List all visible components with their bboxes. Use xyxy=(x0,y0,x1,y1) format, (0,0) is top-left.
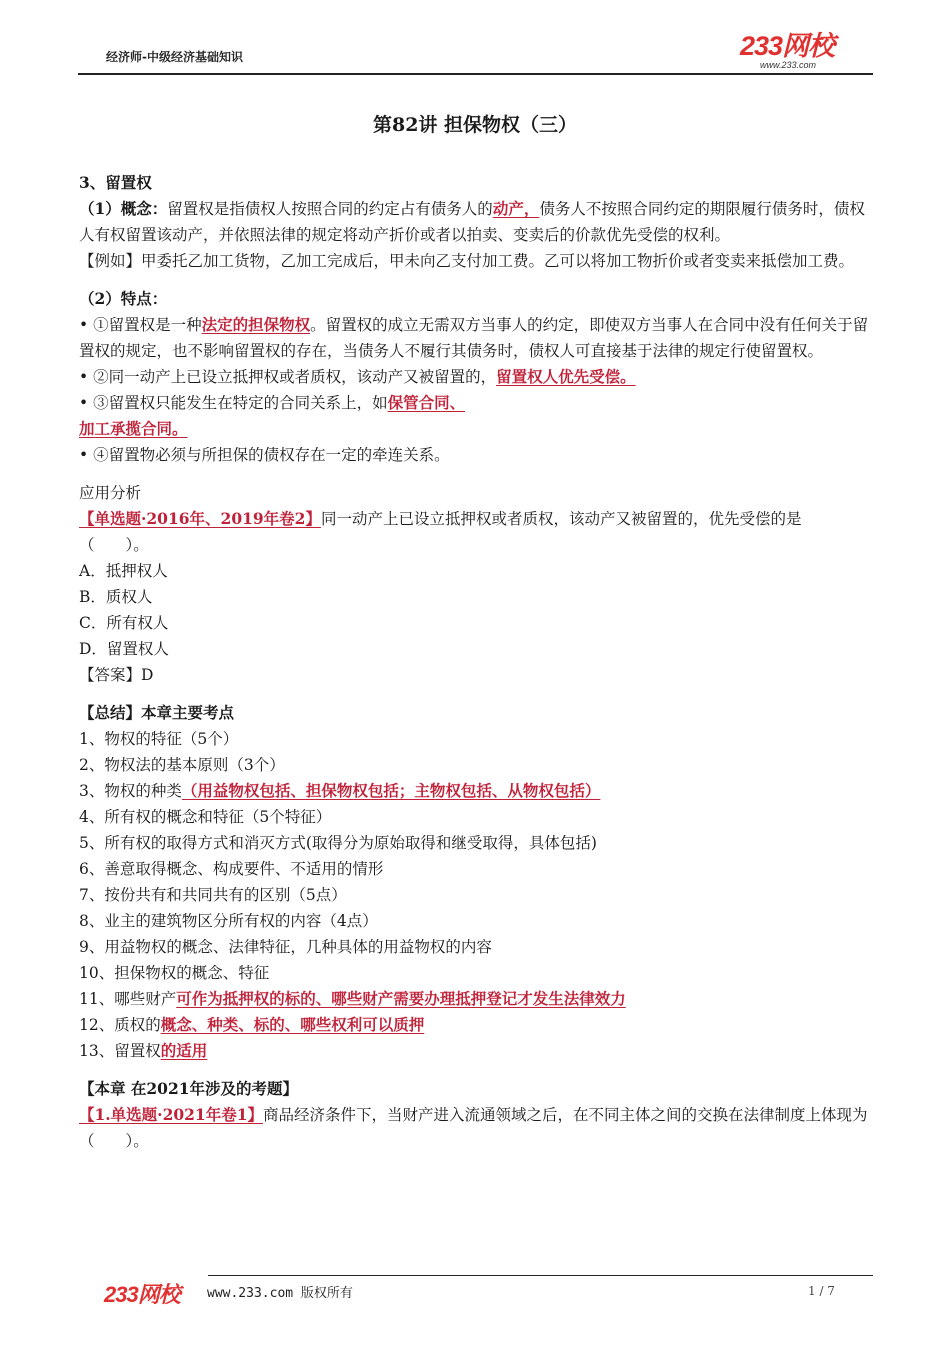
logo-wordmark: 233网校 xyxy=(740,31,835,61)
summary-item-highlight: 可作为抵押权的标的、哪些财产需要办理抵押登记才发生法律效力 xyxy=(176,989,626,1008)
option-a: A．抵押权人 xyxy=(79,562,168,580)
feature-2 xyxy=(79,364,869,390)
summary-item-text: 3、物权的种类 xyxy=(79,782,182,800)
analysis-question-tag: 【单选题·2016年、2019年卷2】 xyxy=(79,509,321,528)
feature-3-highlight-2: 加工承揽合同。 xyxy=(79,419,188,438)
summary-heading: 【总结】本章主要考点 xyxy=(79,703,235,722)
summary-item xyxy=(79,726,869,752)
summary-item-text: 5、所有权的取得方式和消灭方式(取得分为原始取得和继受取得，具体包括) xyxy=(79,834,597,852)
summary-item-text: 4、所有权的概念和特征（5个特征） xyxy=(79,808,332,826)
summary-item-highlight: 概念、种类、标的、哪些权利可以质押 xyxy=(160,1015,425,1034)
summary-item xyxy=(79,804,869,830)
feature-1 xyxy=(79,312,869,364)
summary-item-highlight: （用益物权包括、担保物权包括；主物权包括、从物权包括） xyxy=(181,781,601,800)
section-heading: 3、留置权 xyxy=(79,173,152,192)
analysis-label: 应用分析 xyxy=(79,484,142,502)
summary-item-text: 11、哪些财产 xyxy=(79,990,177,1008)
summary-item xyxy=(79,908,869,934)
summary-item-text: 10、担保物权的概念、特征 xyxy=(79,964,270,982)
summary-item xyxy=(79,882,869,908)
option-c: C．所有权人 xyxy=(79,614,169,632)
concept-highlight: 动产， xyxy=(492,199,540,218)
summary-item xyxy=(79,778,869,804)
exam-question-tag: 【1.单选题·2021年卷1】 xyxy=(79,1105,264,1124)
summary-item xyxy=(79,752,869,778)
exam-heading: 【本章 在2021年涉及的考题】 xyxy=(79,1079,299,1098)
header-doc-title: 经济师-中级经济基础知识 xyxy=(106,50,243,64)
footer-divider xyxy=(208,1275,873,1276)
feature-3-text: • ③留置权只能发生在特定的合同关系上，如 xyxy=(79,394,388,412)
summary-item xyxy=(79,986,869,1012)
logo-url: www.233.com xyxy=(760,60,817,70)
concept-label: （1）概念： xyxy=(79,199,168,218)
document-body xyxy=(79,170,869,1154)
features-label: （2）特点： xyxy=(79,289,168,308)
feature-3-continued xyxy=(79,416,869,442)
page-title: 第82讲 担保物权（三） xyxy=(372,114,578,136)
summary-item-text: 9、用益物权的概念、法律特征，几种具体的用益物权的内容 xyxy=(79,938,492,956)
feature-3-highlight-1: 保管合同、 xyxy=(387,393,466,412)
analysis-answer: 【答案】D xyxy=(79,666,154,684)
summary-item xyxy=(79,960,869,986)
feature-2-highlight: 留置权人优先受偿。 xyxy=(496,367,636,386)
example-paragraph: 【例如】甲委托乙加工货物，乙加工完成后，甲未向乙支付加工费。乙可以将加工物折价或者变卖来抵偿加工费。 xyxy=(79,252,855,270)
summary-item-text: 7、按份共有和共同共有的区别（5点） xyxy=(79,886,347,904)
summary-item xyxy=(79,1038,869,1064)
page-number: 1 / 7 xyxy=(808,1284,835,1298)
option-b: B．质权人 xyxy=(79,588,153,606)
concept-text-b: 债务人不按照合同约定的期限履行债务时，债权人有权留置该动产，并依照法律的规定将动产折价或者以拍卖、变卖后的价款优先受偿的权利。 xyxy=(79,200,865,244)
footer-copyright: www.233.com 版权所有 xyxy=(207,1286,353,1301)
feature-2-text: • ②同一动产上已设立抵押权或者质权，该动产又被留置的， xyxy=(79,368,497,386)
header-divider xyxy=(78,73,873,75)
summary-item xyxy=(79,856,869,882)
summary-item-text: 6、善意取得概念、构成要件、不适用的情形 xyxy=(79,860,384,878)
summary-item-text: 12、质权的 xyxy=(79,1016,161,1034)
concept-text-a: 留置权是指债权人按照合同的约定占有债务人的 xyxy=(167,200,493,218)
summary-item-text: 1、物权的特征（5个） xyxy=(79,730,239,748)
summary-item-text: 2、物权法的基本原则（3个） xyxy=(79,756,285,774)
feature-3 xyxy=(79,390,869,416)
analysis-question-text: 同一动产上已设立抵押权或者质权，该动产又被留置的，优先受偿的是（ ）。 xyxy=(79,510,802,554)
summary-item-highlight: 的适用 xyxy=(160,1041,208,1060)
summary-item xyxy=(79,934,869,960)
exam-question-text: 商品经济条件下，当财产进入流通领域之后，在不同主体之间的交换在法律制度上体现为（ ）。 xyxy=(79,1106,868,1150)
option-d: D．留置权人 xyxy=(79,640,169,658)
summary-item xyxy=(79,1012,869,1038)
feature-4: • ④留置物必须与所担保的债权存在一定的牵连关系。 xyxy=(79,446,450,464)
summary-list xyxy=(79,726,869,1064)
feature-1-text-a: • ①留置权是一种 xyxy=(79,316,202,334)
summary-item-text: 13、留置权 xyxy=(79,1042,161,1060)
brand-logo[interactable] xyxy=(740,32,870,74)
concept-paragraph xyxy=(79,196,869,248)
exam-question xyxy=(79,1102,869,1154)
feature-1-text-b: 。留置权的成立无需双方当事人的约定，即使双方当事人在合同中没有任何关于留置权的规定，也不影响留置权的存在，当债务人不履行其债务时，债权人可直接基于法律的规定行使留置权。 xyxy=(79,316,869,360)
summary-item xyxy=(79,830,869,856)
analysis-question xyxy=(79,506,869,558)
summary-item-text: 8、业主的建筑物区分所有权的内容（4点） xyxy=(79,912,378,930)
footer-logo[interactable]: 233网校 xyxy=(104,1282,180,1307)
feature-1-highlight: 法定的担保物权 xyxy=(201,315,311,334)
